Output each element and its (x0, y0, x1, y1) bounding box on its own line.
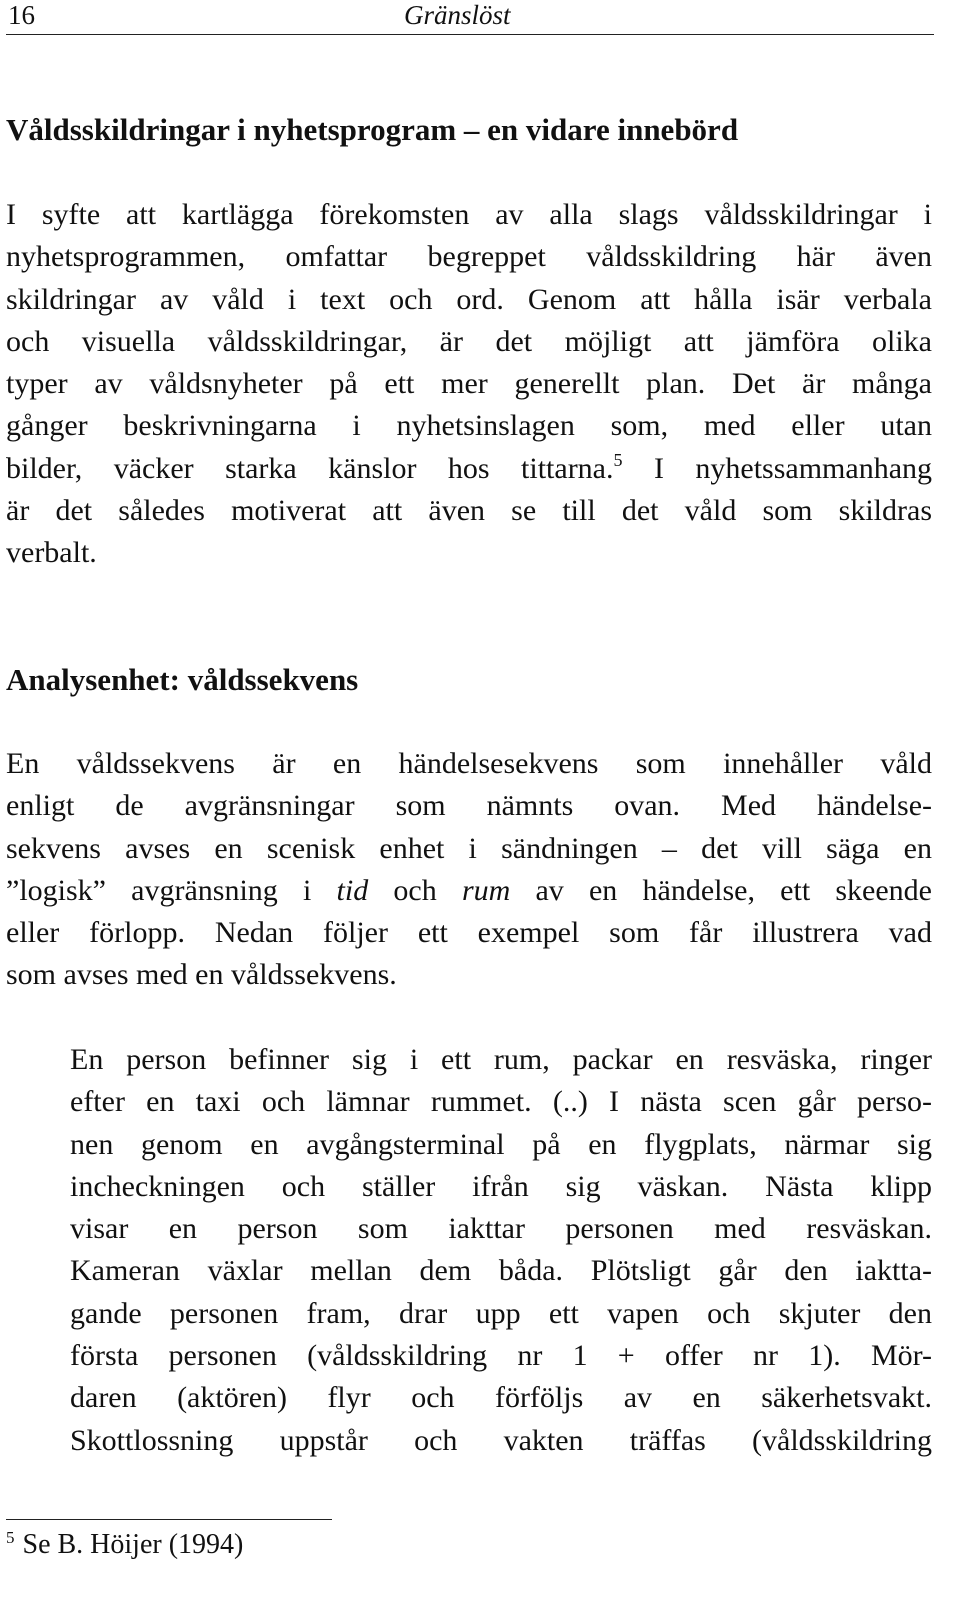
text-run: ”logisk” avgränsning i (6, 873, 337, 907)
footnote (6, 1527, 243, 1563)
quote-line: nen genom en avgångsterminal på en flygplats, närmar sig (70, 1127, 932, 1161)
paragraph-line: skildringar av våld i text och ord. Genom att hålla isär verbala (6, 282, 932, 316)
quote-line: Kameran växlar mellan dem båda. Plötsligt går den iaktta- (70, 1254, 932, 1288)
emphasis-rum: rum (461, 873, 511, 907)
paragraph-line: som avses med en våldssekvens. (6, 958, 397, 992)
paragraph-line: eller förlopp. Nedan följer ett exempel som får illustrera vad (6, 916, 932, 950)
section-heading-analysis-unit: Analysenhet: våldssekvens (6, 662, 359, 697)
paragraph-line: sekvens avses en scenisk enhet i sändningen – det vill säga en (6, 831, 932, 865)
paragraph-violence-depictions (6, 194, 932, 575)
paragraph-line: typer av våldsnyheter på ett mer generellt plan. Det är många (6, 367, 932, 401)
quote-line: daren (aktören) flyr och förföljs av en säkerhetsvakt. (70, 1381, 932, 1415)
quote-line: efter en taxi och lämnar rummet. (..) I nästa scen går perso- (70, 1085, 932, 1119)
paragraph-line-with-emphasis (6, 870, 932, 912)
text-run: I nyhetssammanhang (622, 451, 933, 485)
quote-line: Skottlossning uppstår och vakten träffas (våldsskildring (70, 1423, 932, 1457)
paragraph-line: är det således motiverat att även se till det våld som skildras (6, 494, 932, 528)
section-heading-violence-in-news: Våldsskildringar i nyhetsprogram – en vidare innebörd (6, 112, 739, 147)
text-run: av en händelse, ett skeende (510, 873, 932, 907)
quote-line: första personen (våldsskildring nr 1 + offer nr 1). Mör- (70, 1339, 932, 1373)
paragraph-line-with-footnote (6, 448, 932, 490)
running-header (6, 0, 934, 35)
footnote-text: Se B. Höijer (1994) (22, 1529, 244, 1560)
footnote-reference: 5 (613, 449, 623, 470)
running-title: Gränslöst (404, 0, 511, 30)
paragraph-line: nyhetsprogrammen, omfattar begreppet våldsskildring här även (6, 240, 932, 274)
footnote-divider (6, 1519, 332, 1520)
text-run: och (368, 873, 462, 907)
quote-line: visar en person som iakttar personen med resväskan. (70, 1212, 932, 1246)
quote-line: incheckningen och ställer ifrån sig väskan. Nästa klipp (70, 1169, 932, 1203)
text-run: bilder, väcker starka känslor hos tittarna. (6, 451, 614, 485)
paragraph-line: En våldssekvens är en händelsesekvens som innehåller våld (6, 747, 932, 780)
quote-line: gande personen fram, drar upp ett vapen och skjuter den (70, 1296, 932, 1330)
paragraph-line: I syfte att kartlägga förekomsten av alla slags våldsskildringar i (6, 198, 932, 231)
paragraph-violence-sequence (6, 743, 932, 997)
paragraph-line: gånger beskrivningarna i nyhetsinslagen som, med eller utan (6, 409, 932, 443)
paragraph-line: verbalt. (6, 536, 97, 570)
emphasis-tid: tid (336, 873, 369, 907)
paragraph-line: enligt de avgränsningar som nämnts ovan. Med händelse- (6, 789, 932, 823)
footnote-number: 5 (6, 1528, 15, 1547)
paragraph-line: och visuella våldsskildringar, är det möjligt att jämföra olika (6, 324, 932, 358)
quote-line: En person befinner sig i ett rum, packar en resväska, ringer (70, 1043, 932, 1076)
page-number: 16 (8, 0, 35, 30)
block-quote-example (70, 1039, 932, 1462)
